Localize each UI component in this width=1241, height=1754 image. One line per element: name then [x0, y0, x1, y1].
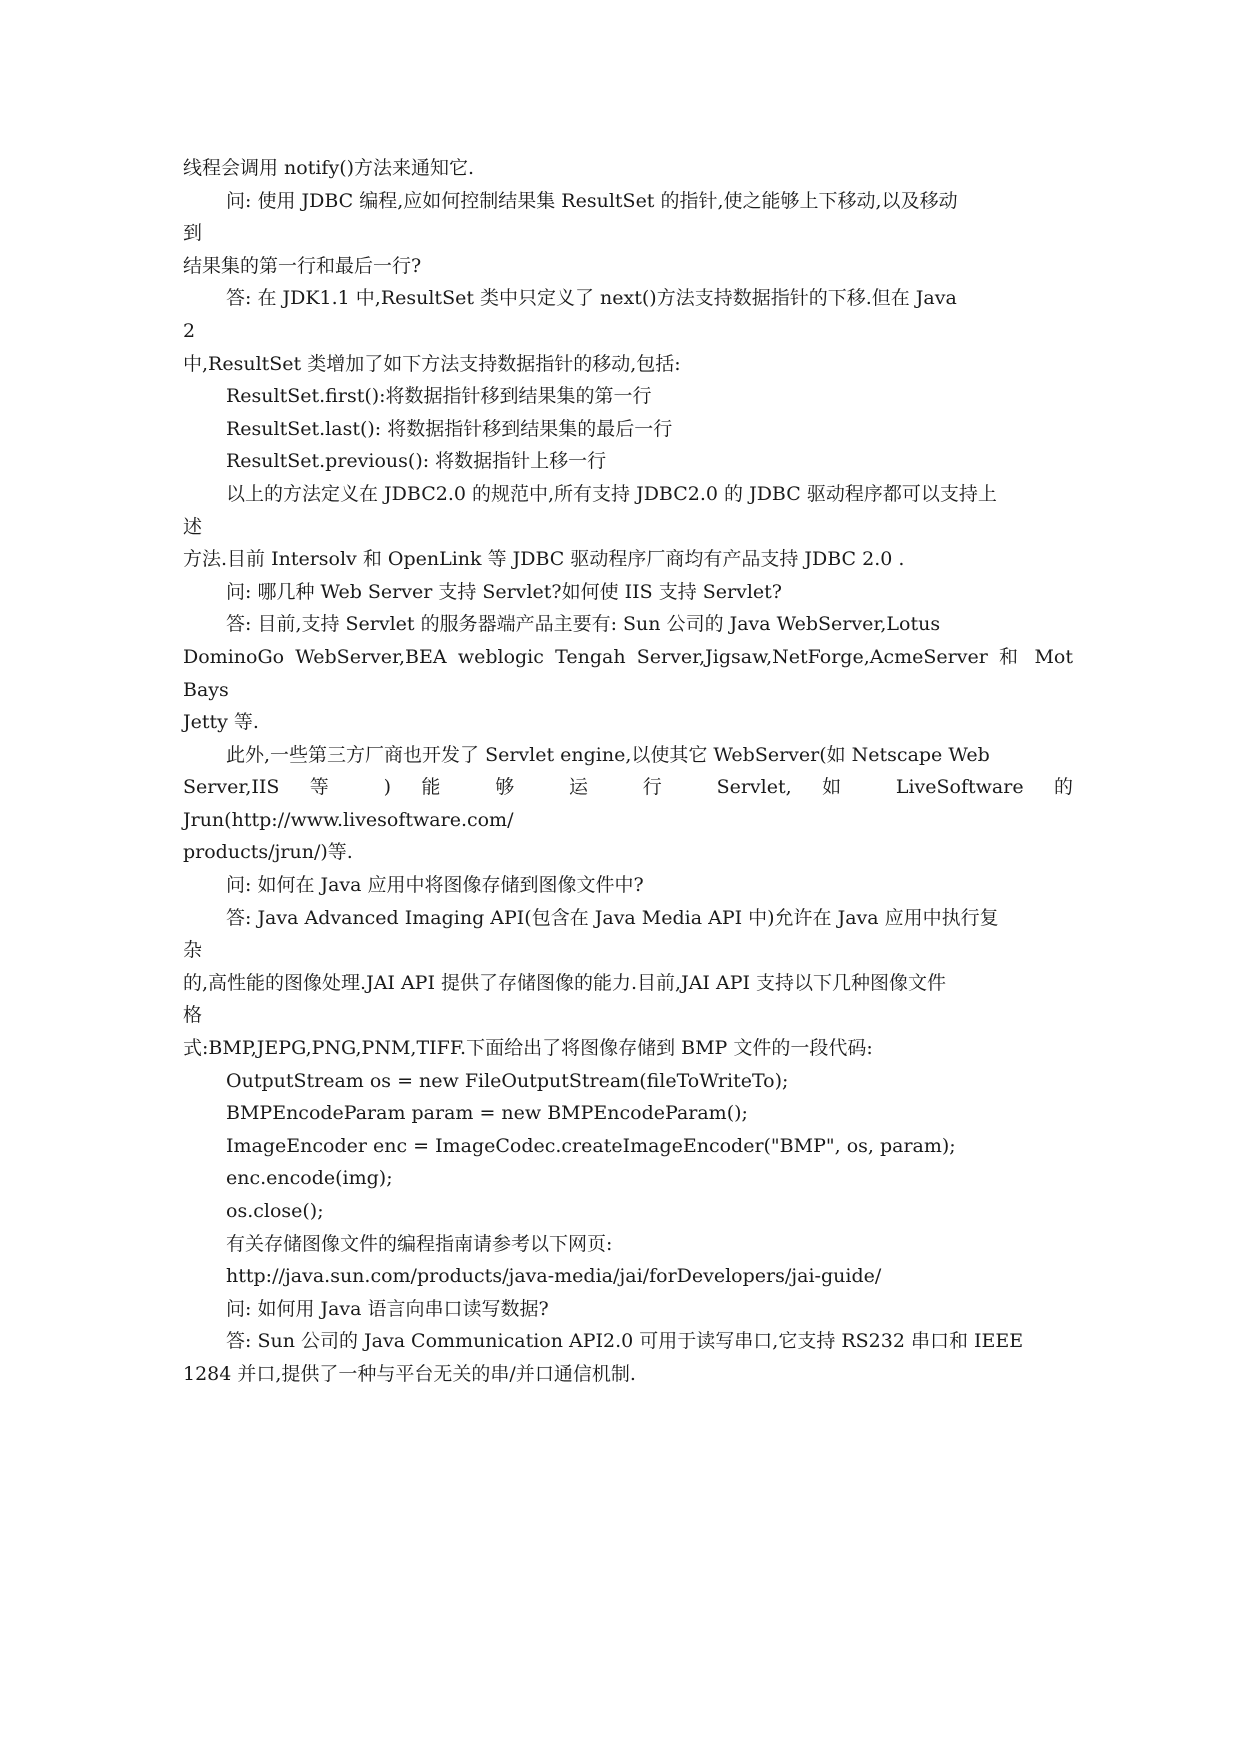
text-line: 问: 哪几种 Web Server 支持 Servlet?如何使 IIS 支持 Servlet?	[226, 580, 782, 603]
text-line: 的,高性能的图像处理.JAI API 提供了存储图像的能力.目前,JAI API 支持以下几种图像文件	[183, 971, 947, 994]
text-line: 此外,一些第三方厂商也开发了 Servlet engine,以使其它 WebServer(如 Netscape Web	[226, 743, 990, 766]
text-line: 答: 目前,支持 Servlet 的服务器端产品主要有: Sun 公司的 Java WebServer,Lotus	[226, 613, 941, 636]
text-line: 问: 使用 JDBC 编程,应如何控制结果集 ResultSet 的指针,使之能够上下移动,以及移动	[226, 189, 958, 212]
text-line: 结果集的第一行和最后一行?	[183, 254, 422, 277]
text-line: 式:BMP,JEPG,PNG,PNM,TIFF.下面给出了将图像存储到 BMP 文件的一段代码:	[183, 1037, 873, 1060]
text-line: http://java.sun.com/products/java-media/jai/forDevelopers/jai-guide/	[226, 1265, 882, 1288]
text-line: OutputStream os = new FileOutputStream(fileToWriteTo);	[226, 1069, 789, 1092]
text-line: 述	[183, 515, 203, 538]
text-line: 杂	[183, 939, 203, 962]
text-line: 答: 在 JDK1.1 中,ResultSet 类中只定义了 next()方法支持数据指针的下移.但在 Java	[226, 287, 957, 310]
text-line: Jetty 等.	[183, 711, 259, 734]
text-line: Bays	[183, 678, 229, 701]
text-line: ImageEncoder enc = ImageCodec.createImageEncoder("BMP", os, param);	[226, 1134, 956, 1157]
text-line: 以上的方法定义在 JDBC2.0 的规范中,所有支持 JDBC2.0 的 JDBC 驱动程序都可以支持上	[226, 482, 997, 505]
text-line: 到	[183, 222, 203, 245]
text-line: 方法.目前 Intersolv 和 OpenLink 等 JDBC 驱动程序厂商均有产品支持 JDBC 2.0 .	[183, 548, 905, 571]
text-line: 答: Java Advanced Imaging API(包含在 Java Media API 中)允许在 Java 应用中执行复	[226, 906, 999, 929]
text-line: Jrun(http://www.livesoftware.com/	[183, 808, 514, 831]
text-line: 格	[183, 1004, 203, 1027]
text-line: enc.encode(img);	[226, 1167, 393, 1190]
text-line: 答: Sun 公司的 Java Communication API2.0 可用于读写串口,它支持 RS232 串口和 IEEE	[226, 1330, 1024, 1353]
text-line: BMPEncodeParam param = new BMPEncodeParam();	[226, 1102, 748, 1125]
text-line: 有关存储图像文件的编程指南请参考以下网页:	[226, 1232, 613, 1255]
text-line: 1284 并口,提供了一种与平台无关的串/并口通信机制.	[183, 1362, 636, 1385]
text-line: ResultSet.previous(): 将数据指针上移一行	[226, 450, 607, 473]
text-line: 问: 如何在 Java 应用中将图像存储到图像文件中?	[226, 874, 644, 897]
text-line: Server,IIS 等 ) 能 够 运 行 Servlet, 如 LiveSoftware 的	[183, 776, 1073, 799]
text-line: products/jrun/)等.	[183, 841, 353, 864]
body-text	[183, 152, 1073, 1391]
text-line: 中,ResultSet 类增加了如下方法支持数据指针的移动,包括:	[183, 352, 681, 375]
text-line: os.close();	[226, 1200, 324, 1222]
text-line: ResultSet.last(): 将数据指针移到结果集的最后一行	[226, 417, 673, 440]
text-line: DominoGo WebServer,BEA weblogic Tengah Server,Jigsaw,NetForge,AcmeServer 和 Mot	[183, 645, 1073, 668]
text-line: 2	[183, 319, 196, 342]
text-line: 问: 如何用 Java 语言向串口读写数据?	[226, 1297, 549, 1320]
text-line: 线程会调用 notify()方法来通知它.	[183, 157, 475, 179]
text-line: ResultSet.first():将数据指针移到结果集的第一行	[226, 385, 652, 408]
